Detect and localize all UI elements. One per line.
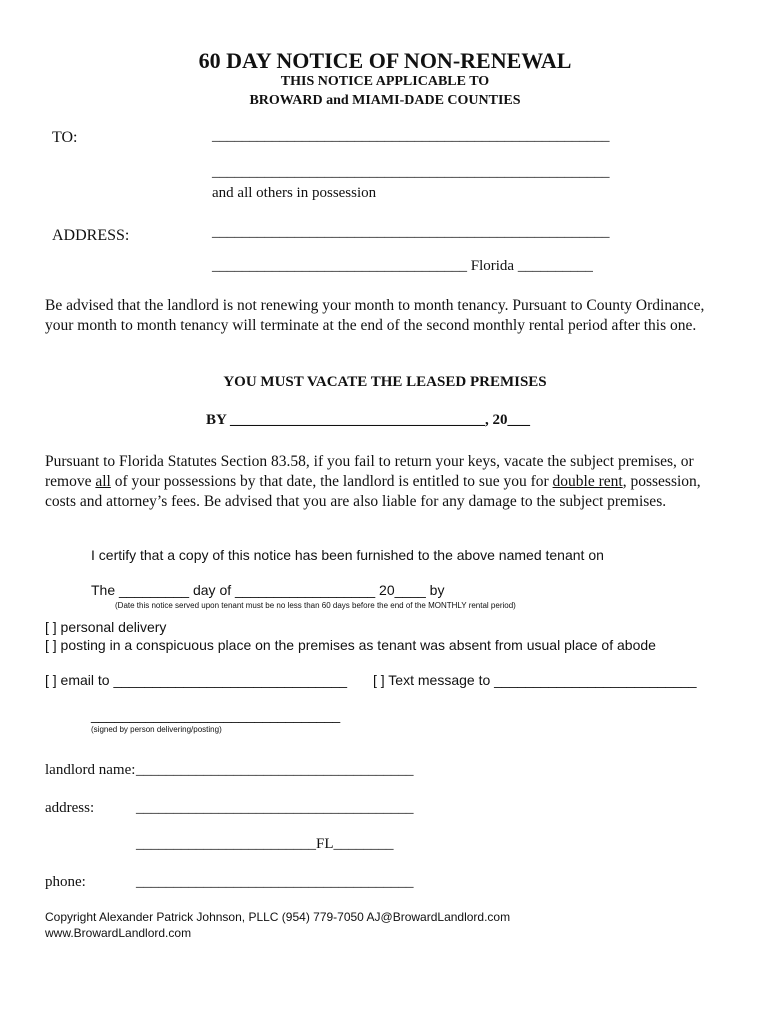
signature-line[interactable]: ________________________________ [91, 707, 341, 723]
landlord-name-label: landlord name: [45, 762, 136, 778]
tenant-address-line[interactable]: _____________________________________________________ [212, 224, 610, 240]
statute-text-part-1: Pursuant to Florida Statutes Section 83.58, if you fail to return your keys, vacate the subject premises, or remove [45, 453, 694, 490]
statute-text-double-rent: double rent [552, 473, 623, 490]
statute-text-part-2: of your possessions by that date, the landlord is entitled to sue you for [110, 473, 553, 490]
landlord-address-label: address: [45, 800, 95, 816]
document-title: 60 DAY NOTICE OF NON-RENEWAL [198, 48, 572, 73]
service-date-line[interactable]: The _________ day of __________________ 20____ by [91, 582, 445, 598]
option-posting[interactable]: [ ] posting in a conspicuous place on the premises as tenant was absent from usual place of abode [45, 637, 656, 653]
vacate-by-date-line[interactable]: BY __________________________________, 20___ [206, 412, 531, 428]
landlord-name-line[interactable]: _____________________________________ [136, 762, 414, 778]
certify-statement: I certify that a copy of this notice has been furnished to the above named tenant on [91, 547, 604, 563]
document-subtitle-applicable: THIS NOTICE APPLICABLE TO [280, 74, 490, 89]
signature-note: (signed by person delivering/posting) [91, 725, 222, 734]
document-subtitle-counties: BROWARD and MIAMI-DADE COUNTIES [249, 93, 521, 108]
landlord-address-line[interactable]: _____________________________________ [136, 800, 414, 816]
service-date-note: (Date this notice served upon tenant must be no less than 60 days before the end of the MONTHLY rental period) [115, 601, 516, 610]
website-footer[interactable]: www.BrowardLandlord.com [45, 926, 192, 940]
copyright-footer: Copyright Alexander Patrick Johnson, PLLC (954) 779-7050 AJ@BrowardLandlord.com [45, 910, 511, 924]
vacate-heading: YOU MUST VACATE THE LEASED PREMISES [223, 374, 547, 390]
option-email[interactable]: [ ] email to ______________________________ [45, 672, 348, 688]
landlord-phone-line[interactable]: _____________________________________ [136, 874, 414, 890]
tenant-city-florida-line[interactable]: __________________________________ Florida __________ [212, 258, 593, 274]
address-label: ADDRESS: [52, 227, 130, 244]
tenant-name-line-2[interactable]: _____________________________________________________ [212, 164, 610, 180]
statute-text-part-3: , possession, costs and attorney’s fees. Be advised that you are also liable for any damage to the subject premises. [45, 473, 701, 510]
landlord-city-fl-line[interactable]: ________________________FL________ [136, 836, 394, 852]
tenant-name-line-1[interactable]: _____________________________________________________ [212, 128, 610, 144]
option-text-message[interactable]: [ ] Text message to __________________________ [373, 672, 697, 688]
option-personal-delivery[interactable]: [ ] personal delivery [45, 619, 167, 635]
landlord-phone-label: phone: [45, 874, 86, 890]
others-in-possession-text: and all others in possession [212, 185, 377, 201]
to-label: TO: [52, 129, 78, 146]
statute-paragraph [45, 452, 735, 512]
statute-text-all: all [95, 473, 111, 490]
non-renewal-paragraph: Be advised that the landlord is not renewing your month to month tenancy. Pursuant to County Ordinance, your month to month tenancy will terminate at the end of the second monthly rental period after this one. [45, 297, 705, 334]
